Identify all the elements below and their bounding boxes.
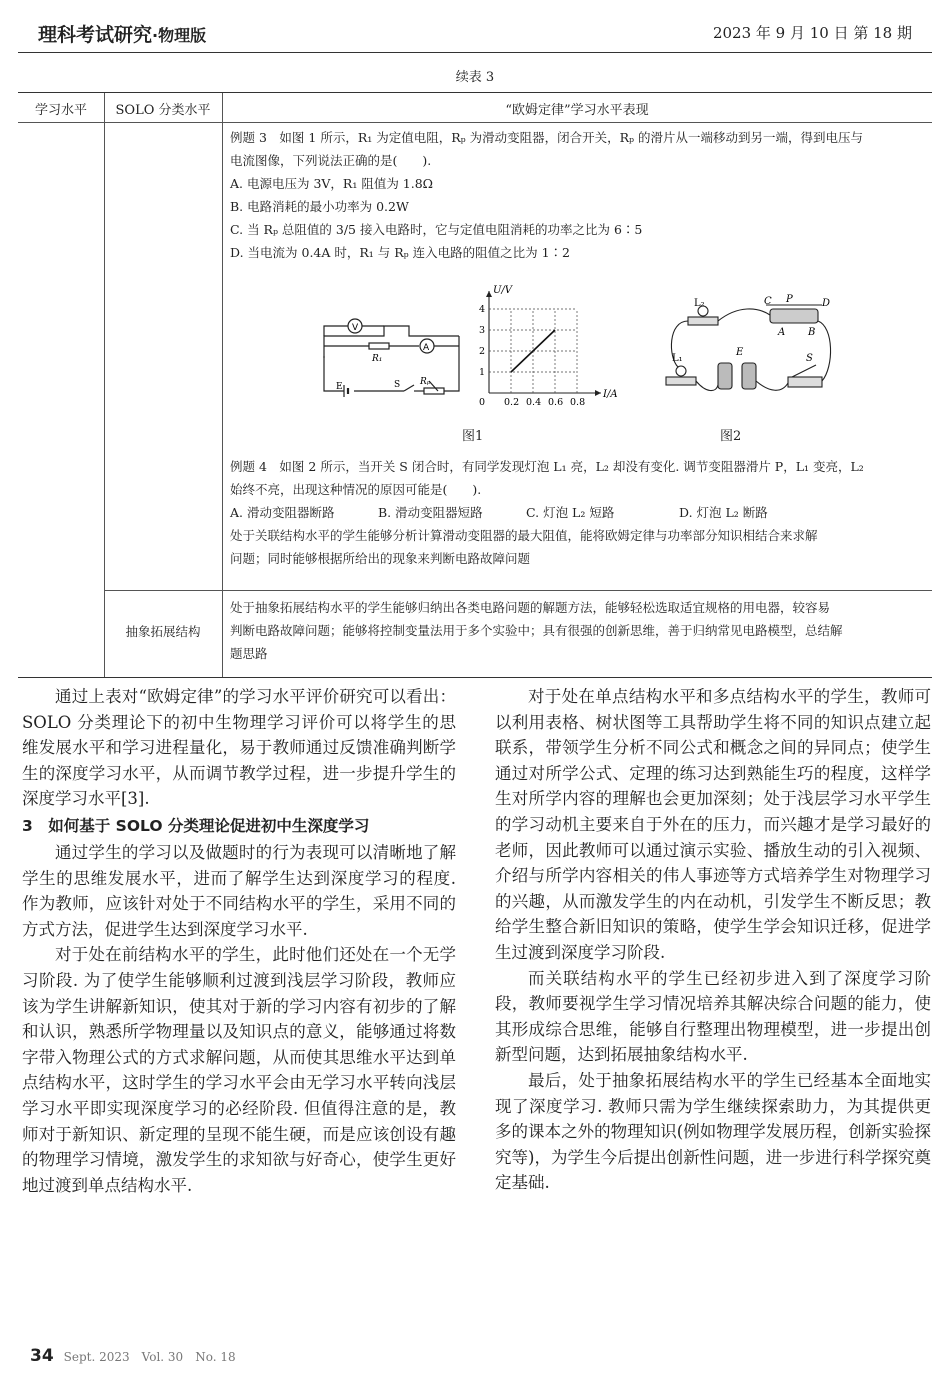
switch-label: S [394,380,401,390]
example-4 [230,455,926,570]
issue-date: 2023 年 9 月 10 日 第 18 期 [712,24,912,42]
circuit-wire [718,309,770,321]
footer-meta: Sept. 2023 Vol. 30 No. 18 [63,1350,236,1364]
example-4-option-a: A. 滑动变阻器断路 [230,505,335,520]
relational-desc-line-2: 问题；同时能够根据所给出的现象来判断电路故障问题 [230,551,531,566]
resistor-r1 [369,343,389,349]
left-col-block-2 [22,840,456,1198]
graph-y-tick-label: 1 [479,367,486,378]
example-4-stem: 例题 4 如图 2 所示，当开关 S 闭合时，有同学发现灯泡 L₁ 亮，L₂ 却没有变化. 调节变阻器滑片 P，L₁ 变亮，L₂ [230,459,864,474]
example-3-option-d: D. 当电流为 0.4A 时，R₁ 与 Rₚ 连入电路的阻值之比为 1∶2 [230,245,571,260]
r1-label: R₁ [372,354,383,364]
table-3-continued [18,92,932,678]
graph-x-tick-label: 0.8 [570,397,586,408]
journal-title [38,20,206,47]
bulb-l1 [676,366,686,376]
fig2-b-label: B [808,327,816,338]
switch-lever [792,365,816,377]
circuit-wire [324,326,348,336]
graph-y-arrow [486,291,492,297]
fig2-s-label: S [806,353,813,364]
bulb-l2-base [688,317,718,325]
fig2-a-label: A [778,327,786,338]
col-header-performance: “欧姆定律”学习水平表现 [505,103,649,118]
left-paragraph-3: 对于处在前结构水平的学生，此时他们还处在一个无学习阶段. 为了使学生能够顺利过渡到浅层学习阶段，教师应该为学生讲解新知识，使其对于新的学习内容有初步的了解和认识，熟悉所学物理量以及知识点的意义，能够通过将数字带入物理公式的方式求解问题，从而使其思维水平达到单点结构水平，这时学生的学习水平会由无学习水平转向浅层学习水平即实现深度学习的必经阶段. 但值得注意的是，教师对于新知识、新定理的呈现不能生硬，而是应该创设有趣的物理学习情境，激发学生的求知欲与好奇心，使学生更好地过渡到单点结构水平. [22,945,456,1195]
circuit-wire [444,336,459,391]
abstract-desc [230,596,926,665]
ammeter-label: A [423,343,430,353]
table-row-rule [104,590,932,591]
graph-x-arrow [595,390,601,396]
u-i-graph [479,285,618,408]
voltmeter-label: V [352,323,359,333]
left-paragraph-2: 通过学生的学习以及做题时的行为表现可以清晰地了解学生的思维发展水平，进而了解学生达到深度学习的程度. 作为教师，应该针对处于不同结构水平的学生，采用不同的方式方法，促进学生达到深度学习水平. [22,843,456,939]
rp-label: Rₚ [420,377,431,387]
fig2-d-label: D [822,298,831,309]
figure-1-caption: 图1 [462,429,484,444]
circuit-wire [756,381,788,390]
relational-desc-line-1: 处于关联结构水平的学生能够分析计算滑动变阻器的最大阻值，能将欧姆定律与功率部分知识相结合来求解 [230,528,818,543]
example-4-options [230,501,926,524]
bulb-l1-base [666,377,696,385]
header-rule [18,52,932,53]
example-4-option-b: B. 滑动变阻器短路 [378,505,483,520]
graph-x-tick-label: 0.6 [548,397,564,408]
col-header-solo-level: SOLO 分类水平 [115,103,211,118]
example-3-option-b: B. 电路消耗的最小功率为 0.2W [230,199,409,214]
graph-x-tick-label: 0.2 [504,397,520,408]
circuit-wire [696,381,718,391]
graph-x-tick-label: 0.4 [526,397,542,408]
left-paragraph-1: 通过上表对“欧姆定律”的学习水平评价研究可以看出：SOLO 分类理论下的初中生物理学习评价可以将学生的思维发展水平和学习进程量化，易于教师通过反馈准确判断学生的深度学习水平，从而调节教学过程，进一步提升学生的深度学习水平[3]. [22,687,456,809]
journal-edition: ·物理版 [152,26,207,45]
switch-lever [404,385,414,391]
figure-2-caption: 图2 [720,429,742,444]
example-3 [230,126,926,264]
right-paragraph-2: 而关联结构水平的学生已经初步进入到了深度学习阶段，教师要视学生学习情况培养其解决综合问题的能力，使其形成综合思维，能够自行整理出物理模型，进一步提出创新型问题，达到拓展抽象结构水平. [495,968,931,1065]
example-4-stem-cont: 始终不亮，出现这种情况的原因可能是( ). [230,482,482,497]
switch-base [788,377,822,387]
fig2-c-label: C [764,296,772,307]
left-col-block-1 [22,684,456,812]
example-3-stem: 例题 3 如图 1 所示，R₁ 为定值电阻，Rₚ 为滑动变阻器，闭合开关，Rₚ 的滑片从一端移动到另一端，得到电压与 [230,130,863,145]
abstract-desc-line-1: 处于抽象拓展结构水平的学生能够归纳出各类电路问题的解题方法，能够轻松选取适宜规格的用电器，较容易 [230,600,831,615]
figure-1 [314,281,618,421]
example-3-option-c: C. 当 Rₚ 总阻值的 3/5 接入电路时，它与定值电阻消耗的功率之比为 6∶5 [230,222,643,237]
circuit-wire [818,321,831,381]
page-number: 34 [30,1346,54,1366]
graph-y-tick-label: 3 [479,325,486,336]
table-header-rule [18,122,932,123]
fig2-l1-label: L₁ [672,353,683,364]
fig2-p-label: P [786,294,793,305]
example-3-stem-cont: 电流图像，下列说法正确的是( ). [230,153,432,168]
right-paragraph-3: 最后，处于抽象拓展结构水平的学生已经基本全面地实现了深度学习. 教师只需为学生继续探索助力，为其提供更多的课本之外的物理知识(例如物理学发展历程，创新实验探究等)，为学生今后提出创新性问题，进一步进行科学探究奠定基础. [495,1070,931,1193]
battery-cell [742,363,756,389]
abstract-desc-line-3: 题思路 [230,646,268,661]
solo-level-abstract: 抽象拓展结构 [125,624,201,639]
figure-2 [658,294,838,405]
journal-name: 理科考试研究 [38,24,153,46]
right-paragraph-1: 对于处在单点结构水平和多点结构水平的学生，教师可以利用表格、树状图等工具帮助学生将不同的知识点建立起联系，带领学生分析不同公式和概念之间的异同点；使学生通过对所学公式、定理的练习达到熟能生巧的程度，这样学生对所学内容的理解也会更加深刻；处于浅层学习水平学生的学习动机主要来自于外在的压力，而兴趣才是学习最好的老师，因此教师可以通过演示实验、播放生动的引入视频、介绍与所学内容相关的伟人事迹等方式培养学生对物理学习的兴趣，从而激发学生的内在动机，引发学生不断反思；教给学生整合新旧知识的策略，使学生学会知识迁移，促进学生过渡到深度学习阶段. [495,687,931,962]
rheostat-coil [770,309,818,323]
resistor-rp [424,388,444,394]
circuit-wire [324,326,459,358]
graph-x-axis-label: I/A [603,389,618,400]
graph-y-tick-label: 4 [479,304,486,315]
graph-y-axis-label: U/V [493,285,513,296]
graph-origin-label: 0 [479,397,486,408]
battery-label: E [336,382,343,392]
graph-y-tick-label: 2 [479,346,486,357]
table-caption: 续表 3 [455,70,495,85]
example-3-option-a: A. 电源电压为 3V，R₁ 阻值为 1.8Ω [230,176,434,191]
fig2-e-label: E [736,347,744,358]
fig2-l2-label: L₂ [694,298,705,309]
section-heading: 3 如何基于 SOLO 分类理论促进初中生深度学习 [22,817,370,835]
example-4-option-c: C. 灯泡 L₂ 短路 [526,505,615,520]
figure-1-circuit [324,319,459,397]
right-col [495,684,931,1196]
abstract-desc-line-2: 判断电路故障问题；能够将控制变量法用于多个实验中；具有很强的创新思维，善于归纳常见电路模型，总结解 [230,623,843,638]
page-footer [30,1346,236,1366]
example-4-option-d: D. 灯泡 L₂ 断路 [679,505,768,520]
col-header-learning-level: 学习水平 [34,103,87,118]
battery-cell [718,363,732,389]
